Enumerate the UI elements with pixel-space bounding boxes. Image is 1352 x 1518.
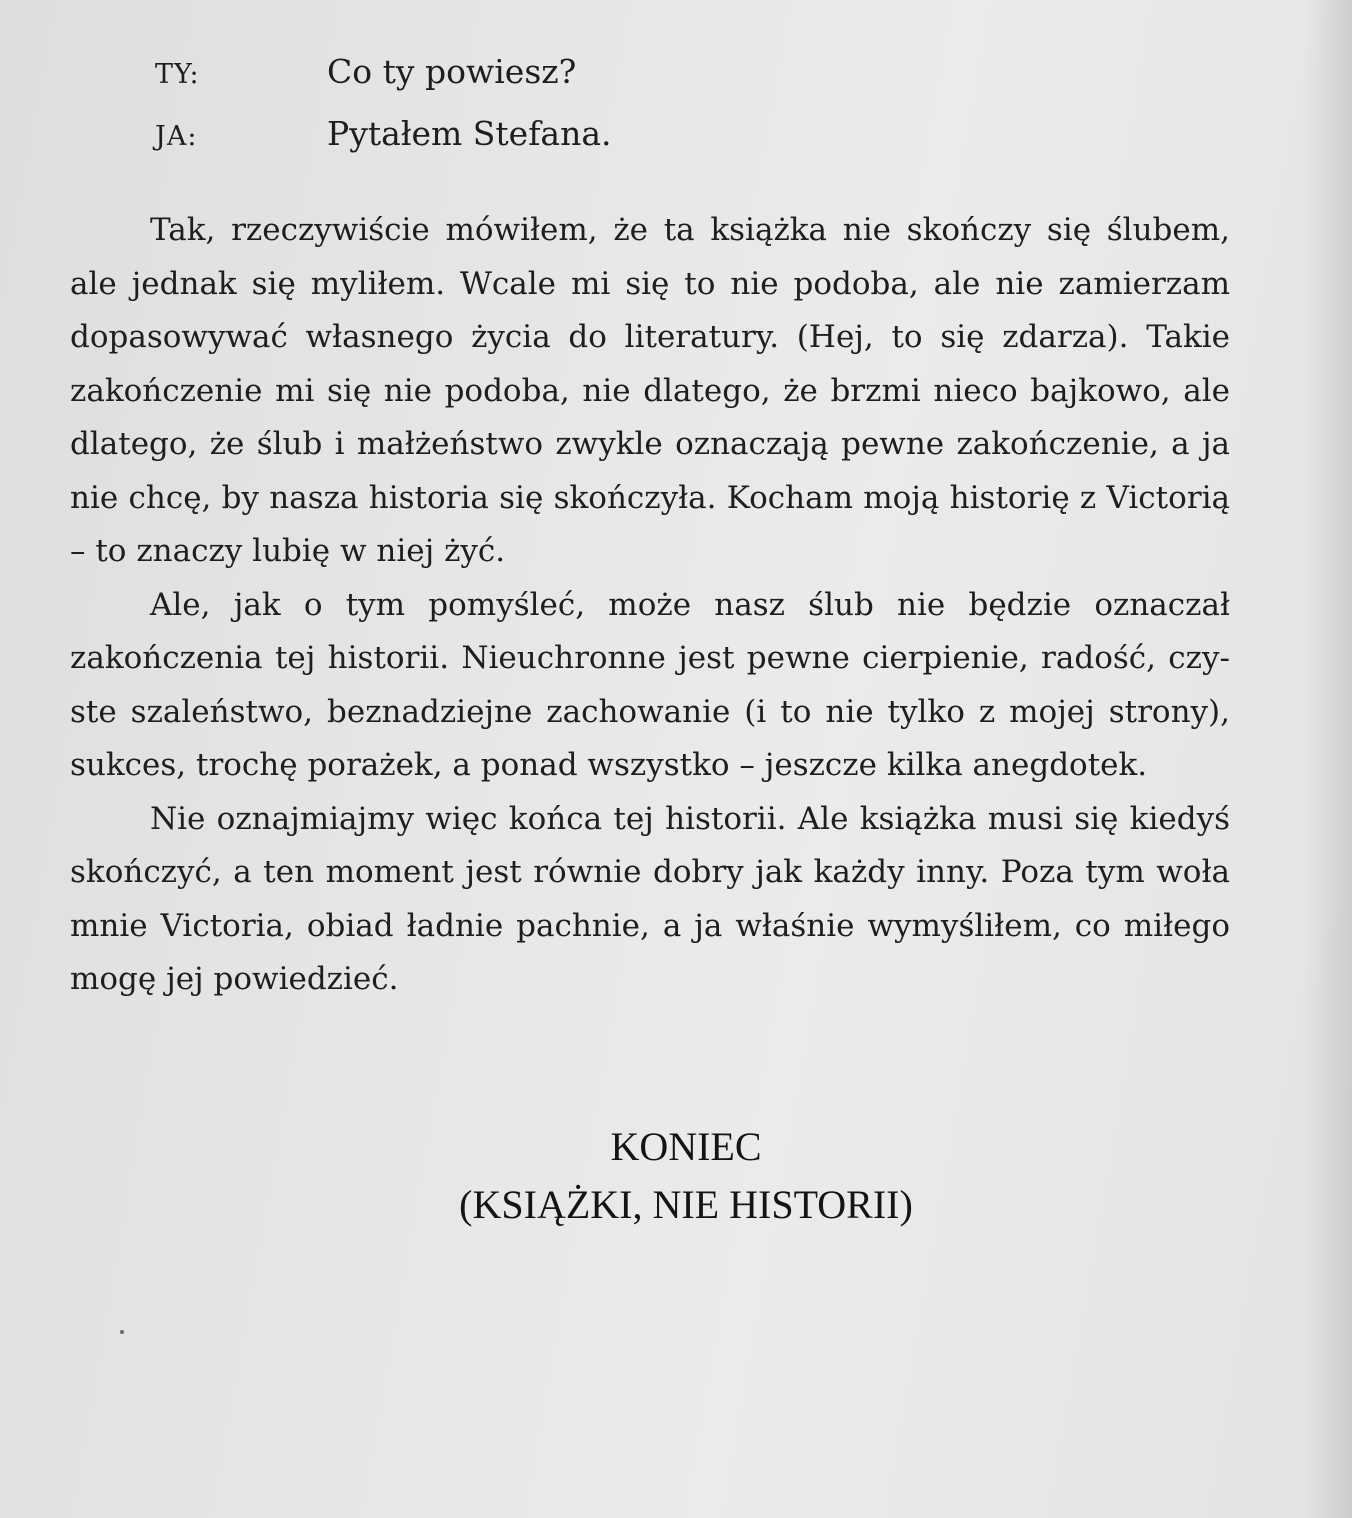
- paragraph: Nie oznajmiajmy więc końca tej historii. Ale książka musi się kiedyś skończyć, a ten moment jest równie dobry jak każdy inny. Poza tym woła mnie Victoria, obiad ładnie pachnie, a ja właśnie wymyśliłem, co miłego mogę jej powiedzieć.: [70, 800, 1230, 997]
- ending-title: KONIEC: [610, 1124, 762, 1169]
- dialogue-text: Pytałem Stefana.: [327, 114, 612, 153]
- body-text: [70, 204, 1230, 1007]
- paragraph: Ale, jak o tym pomyśleć, może nasz ślub nie będzie oznaczał zakończenia tej historii. Nieuchronne jest pewne cierpienie, radość, czyste szaleństwo, beznadziejne zachowanie (i to nie tylko z mojej strony), sukces, trochę porażek, a ponad wszystko – jeszcze kilka anegdotek.: [70, 586, 1230, 783]
- paper-speck: [120, 1330, 124, 1334]
- dialogue-block: [155, 52, 855, 176]
- dialogue-line: [155, 114, 855, 176]
- ending-heading: [0, 1118, 1352, 1234]
- dialogue-text: Co ty powiesz?: [327, 52, 577, 91]
- ending-subtitle: (KSIĄŻKI, NIE HISTORII): [459, 1182, 913, 1227]
- paragraph: Tak, rzeczywiście mówiłem, że ta książka nie skończy się ślubem, ale jednak się myliłem. Wcale mi się to nie podoba, ale nie zamierzam dopasowywać własnego życia do literatury. (Hej, to się zdarza). Takie zakończenie mi się nie podoba, nie dlatego, że brzmi nieco bajkowo, ale dlatego, że ślub i małżeństwo zwykle oznaczają pewne zakończenie, a ja nie chcę, by nasza historia się skończyła. Kocham moją historię z Victorią – to znaczy lubię w niej żyć.: [70, 212, 1230, 569]
- dialogue-line: [155, 52, 855, 114]
- speaker-label: JA:: [155, 121, 198, 152]
- speaker-label: TY:: [155, 59, 200, 90]
